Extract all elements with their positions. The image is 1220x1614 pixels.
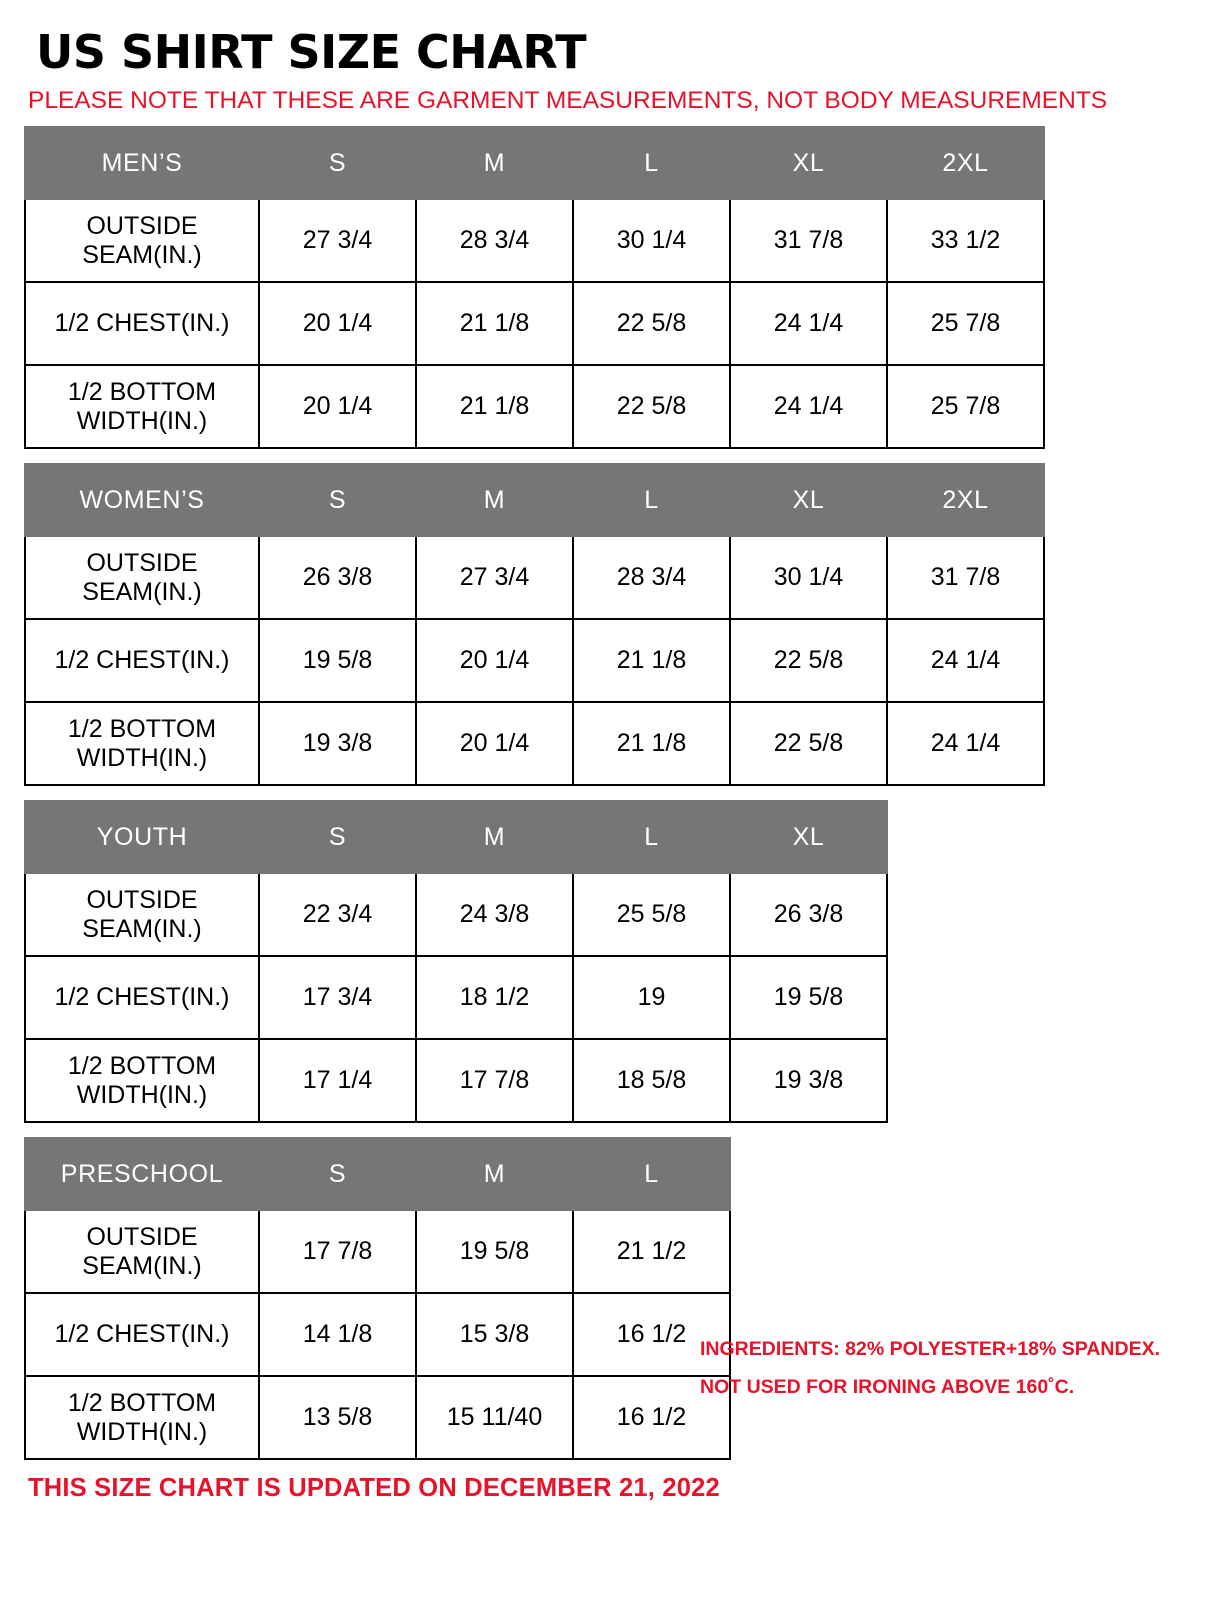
garment-measurement-note: PLEASE NOTE THAT THESE ARE GARMENT MEASUREMENTS, NOT BODY MEASUREMENTS xyxy=(28,87,1108,115)
cell-value: 24 1/4 xyxy=(887,702,1044,785)
header-cell-m: M xyxy=(416,127,573,199)
cell-value: 22 5/8 xyxy=(573,365,730,448)
cell-value: 19 xyxy=(573,956,730,1039)
header-cell-category: PRESCHOOL xyxy=(25,1138,259,1210)
cell-value: 19 5/8 xyxy=(730,956,887,1039)
table-womens xyxy=(24,463,1045,786)
ingredients-line-2: NOT USED FOR IRONING ABOVE 160˚C. xyxy=(700,1376,1075,1399)
header-cell-m: M xyxy=(416,464,573,536)
table-row xyxy=(25,619,1044,702)
header-cell-s: S xyxy=(259,1138,416,1210)
header-cell-2xl: 2XL xyxy=(887,127,1044,199)
table-header-row xyxy=(25,127,1044,199)
cell-value: 17 7/8 xyxy=(416,1039,573,1122)
cell-value: 19 3/8 xyxy=(730,1039,887,1122)
cell-value: 17 1/4 xyxy=(259,1039,416,1122)
table-row xyxy=(25,1210,730,1293)
table-header-row xyxy=(25,1138,730,1210)
cell-value: 24 1/4 xyxy=(730,365,887,448)
table-row xyxy=(25,873,887,956)
cell-value: 13 5/8 xyxy=(259,1376,416,1459)
header-cell-xl: XL xyxy=(730,127,887,199)
header-cell-m: M xyxy=(416,1138,573,1210)
header-cell-2xl: 2XL xyxy=(887,464,1044,536)
header-cell-xl: XL xyxy=(730,464,887,536)
row-label: 1/2 BOTTOM WIDTH(IN.) xyxy=(25,1376,259,1459)
cell-value: 18 1/2 xyxy=(416,956,573,1039)
header-cell-category: MEN’S xyxy=(25,127,259,199)
cell-value: 19 5/8 xyxy=(416,1210,573,1293)
page-title: US SHIRT SIZE CHART xyxy=(36,25,587,79)
cell-value: 25 5/8 xyxy=(573,873,730,956)
table-row xyxy=(25,282,1044,365)
cell-value: 31 7/8 xyxy=(730,199,887,282)
table-row xyxy=(25,1039,887,1122)
cell-value: 18 5/8 xyxy=(573,1039,730,1122)
ingredients-note xyxy=(700,1330,1160,1406)
cell-value: 28 3/4 xyxy=(416,199,573,282)
cell-value: 20 1/4 xyxy=(416,619,573,702)
table-row xyxy=(25,199,1044,282)
header-cell-l: L xyxy=(573,464,730,536)
cell-value: 24 1/4 xyxy=(887,619,1044,702)
row-label: OUTSIDE SEAM(IN.) xyxy=(25,536,259,619)
cell-value: 14 1/8 xyxy=(259,1293,416,1376)
row-label: 1/2 BOTTOM WIDTH(IN.) xyxy=(25,1039,259,1122)
cell-value: 19 5/8 xyxy=(259,619,416,702)
header-cell-m: M xyxy=(416,801,573,873)
cell-value: 28 3/4 xyxy=(573,536,730,619)
cell-value: 22 5/8 xyxy=(730,702,887,785)
cell-value: 17 3/4 xyxy=(259,956,416,1039)
cell-value: 21 1/8 xyxy=(573,619,730,702)
cell-value: 24 3/8 xyxy=(416,873,573,956)
cell-value: 20 1/4 xyxy=(259,282,416,365)
cell-value: 15 11/40 xyxy=(416,1376,573,1459)
cell-value: 30 1/4 xyxy=(730,536,887,619)
cell-value: 25 7/8 xyxy=(887,282,1044,365)
cell-value: 26 3/8 xyxy=(259,536,416,619)
cell-value: 16 1/2 xyxy=(573,1293,730,1376)
row-label: 1/2 BOTTOM WIDTH(IN.) xyxy=(25,702,259,785)
header-cell-category: WOMEN’S xyxy=(25,464,259,536)
update-date-note: THIS SIZE CHART IS UPDATED ON DECEMBER 21, 2022 xyxy=(28,1474,720,1503)
cell-value: 30 1/4 xyxy=(573,199,730,282)
row-label: OUTSIDE SEAM(IN.) xyxy=(25,1210,259,1293)
header-cell-s: S xyxy=(259,464,416,536)
cell-value: 21 1/8 xyxy=(573,702,730,785)
cell-value: 20 1/4 xyxy=(259,365,416,448)
header-cell-s: S xyxy=(259,127,416,199)
cell-value: 24 1/4 xyxy=(730,282,887,365)
cell-value: 27 3/4 xyxy=(259,199,416,282)
cell-value: 31 7/8 xyxy=(887,536,1044,619)
row-label: OUTSIDE SEAM(IN.) xyxy=(25,199,259,282)
cell-value: 16 1/2 xyxy=(573,1376,730,1459)
cell-value: 22 3/4 xyxy=(259,873,416,956)
table-header-row xyxy=(25,801,887,873)
header-cell-l: L xyxy=(573,1138,730,1210)
cell-value: 21 1/8 xyxy=(416,365,573,448)
cell-value: 33 1/2 xyxy=(887,199,1044,282)
table-row xyxy=(25,365,1044,448)
cell-value: 17 7/8 xyxy=(259,1210,416,1293)
table-mens xyxy=(24,126,1045,449)
ingredients-line-1: INGREDIENTS: 82% POLYESTER+18% SPANDEX. xyxy=(700,1338,1161,1360)
header-cell-l: L xyxy=(573,127,730,199)
table-row xyxy=(25,536,1044,619)
cell-value: 26 3/8 xyxy=(730,873,887,956)
cell-value: 25 7/8 xyxy=(887,365,1044,448)
cell-value: 27 3/4 xyxy=(416,536,573,619)
header-cell-category: YOUTH xyxy=(25,801,259,873)
header-cell-s: S xyxy=(259,801,416,873)
cell-value: 15 3/8 xyxy=(416,1293,573,1376)
row-label: 1/2 CHEST(IN.) xyxy=(25,1293,259,1376)
header-cell-xl: XL xyxy=(730,801,887,873)
cell-value: 20 1/4 xyxy=(416,702,573,785)
row-label: 1/2 CHEST(IN.) xyxy=(25,956,259,1039)
cell-value: 21 1/8 xyxy=(416,282,573,365)
table-header-row xyxy=(25,464,1044,536)
table-row xyxy=(25,956,887,1039)
row-label: 1/2 BOTTOM WIDTH(IN.) xyxy=(25,365,259,448)
row-label: 1/2 CHEST(IN.) xyxy=(25,282,259,365)
table-row xyxy=(25,1376,730,1459)
header-cell-l: L xyxy=(573,801,730,873)
row-label: 1/2 CHEST(IN.) xyxy=(25,619,259,702)
table-row xyxy=(25,702,1044,785)
cell-value: 22 5/8 xyxy=(573,282,730,365)
cell-value: 21 1/2 xyxy=(573,1210,730,1293)
cell-value: 19 3/8 xyxy=(259,702,416,785)
cell-value: 22 5/8 xyxy=(730,619,887,702)
row-label: OUTSIDE SEAM(IN.) xyxy=(25,873,259,956)
table-youth xyxy=(24,800,888,1123)
table-preschool xyxy=(24,1137,731,1460)
table-row xyxy=(25,1293,730,1376)
